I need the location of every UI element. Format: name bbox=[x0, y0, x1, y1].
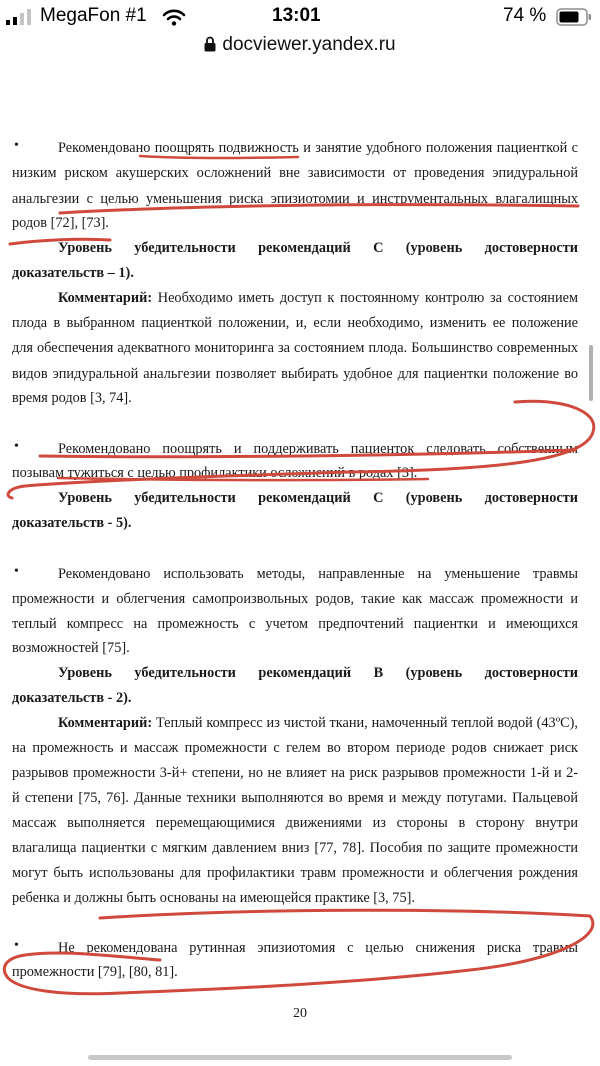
doc-line-1: Рекомендовано поощрять подвижность и занятие удобного положения пациенткой с bbox=[58, 140, 578, 156]
bullet-4: • bbox=[14, 938, 19, 953]
wifi-icon bbox=[162, 9, 186, 26]
comment-1-text: Необходимо иметь доступ к постоянному контролю за состоянием bbox=[157, 290, 578, 306]
comment-label: Комментарий: bbox=[58, 290, 153, 306]
doc-line-2: низким риском акушерских осложнений вне зависимости от проведения эпидуральной bbox=[12, 165, 578, 181]
comment-2-text: Теплый компресс из чистой ткани, намоченный теплой водой (43ºС), bbox=[155, 715, 578, 731]
battery-icon bbox=[556, 8, 592, 26]
url-text: docviewer.yandex.ru bbox=[222, 34, 396, 55]
address-bar[interactable] bbox=[0, 34, 600, 60]
scrollbar[interactable] bbox=[589, 345, 593, 401]
clock: 13:01 bbox=[272, 5, 321, 26]
document-page[interactable] bbox=[0, 60, 600, 1066]
evidence-level-1-cont: доказательств – 1). bbox=[12, 265, 134, 281]
doc-line-11: время родов [3, 74]. bbox=[12, 390, 132, 406]
evidence-level-1: Уровень убедительности рекомендаций C (уровень достоверности bbox=[58, 240, 578, 256]
doc-line-4: родов [72], [73]. bbox=[12, 215, 109, 231]
battery-percent: 74 % bbox=[503, 5, 547, 26]
doc-line-19: возможностей [75]. bbox=[12, 640, 130, 656]
signal-bars-icon bbox=[6, 9, 36, 25]
doc-line-16: Рекомендовано использовать методы, направленные на уменьшение травмы bbox=[58, 566, 578, 582]
comment-2-line-1 bbox=[58, 713, 578, 733]
evidence-level-3-cont: доказательств - 2). bbox=[12, 690, 132, 706]
doc-line-31: промежности [79], [80, 81]. bbox=[12, 964, 178, 980]
doc-line-3: анальгезии с целью уменьшения риска эпизиотомии и инструментальных влагалищных bbox=[12, 191, 578, 207]
doc-line-9: для обеспечения адекватного мониторинга за состоянием плода. Большинство современных bbox=[12, 340, 578, 356]
comment-1-line-1 bbox=[58, 288, 578, 308]
bullet-1: • bbox=[14, 138, 19, 153]
page-number: 20 bbox=[293, 1006, 307, 1021]
doc-line-8: плода в выбранном пациенткой положении, и, если необходимо, изменить ее положение bbox=[12, 315, 578, 331]
evidence-level-2-cont: доказательств - 5). bbox=[12, 515, 132, 531]
doc-line-13: позывам тужиться с целью профилактики осложнений в родах [3]. bbox=[12, 465, 418, 481]
doc-line-23: на промежность и массаж промежности с гелем во втором периоде родов снижает риск bbox=[12, 740, 578, 756]
doc-line-28: могут быть использованы для профилактики травм промежности и облегчения рождения bbox=[12, 865, 578, 881]
carrier-name: MegaFon #1 bbox=[40, 5, 147, 26]
doc-line-17: промежности и облегчения самопроизвольных родов, такие как массаж промежности и bbox=[12, 591, 578, 607]
status-bar bbox=[0, 0, 600, 34]
bullet-3: • bbox=[14, 564, 19, 579]
evidence-level-3: Уровень убедительности рекомендаций B (уровень достоверности bbox=[58, 665, 578, 681]
doc-line-26: массаж выполняется перемещающимися движениями из стороны в сторону внутри bbox=[12, 815, 578, 831]
doc-line-18: теплый компресс на промежность с учетом предпочтений пациентки и имеющихся bbox=[12, 616, 578, 632]
lock-icon bbox=[204, 36, 216, 52]
home-indicator[interactable] bbox=[88, 1055, 512, 1060]
doc-line-12: Рекомендовано поощрять и поддерживать пациенток следовать собственным bbox=[58, 441, 578, 457]
doc-line-10: видов эпидуральной анальгезии позволяет выбирать удобное для пациентки положение во bbox=[12, 366, 578, 382]
doc-line-24: разрывов промежности 3-й+ степени, но не влияет на риск разрывов промежности 1-й и 2- bbox=[12, 765, 578, 781]
doc-line-27: влагалища пациентки с мягким давлением вниз [77, 78]. Пособия по защите промежности bbox=[12, 840, 578, 856]
doc-line-29: ребенка и должны быть основаны на имеющейся практике [3, 75]. bbox=[12, 890, 415, 906]
doc-line-30: Не рекомендована рутинная эпизиотомия с целью снижения риска травмы bbox=[58, 940, 578, 956]
comment-label: Комментарий: bbox=[58, 715, 153, 731]
evidence-level-2: Уровень убедительности рекомендаций C (уровень достоверности bbox=[58, 490, 578, 506]
doc-line-25: й степени [75, 76]. Данные техники выполняются во время и между потугами. Пальцевой bbox=[12, 790, 578, 806]
bullet-2: • bbox=[14, 439, 19, 454]
